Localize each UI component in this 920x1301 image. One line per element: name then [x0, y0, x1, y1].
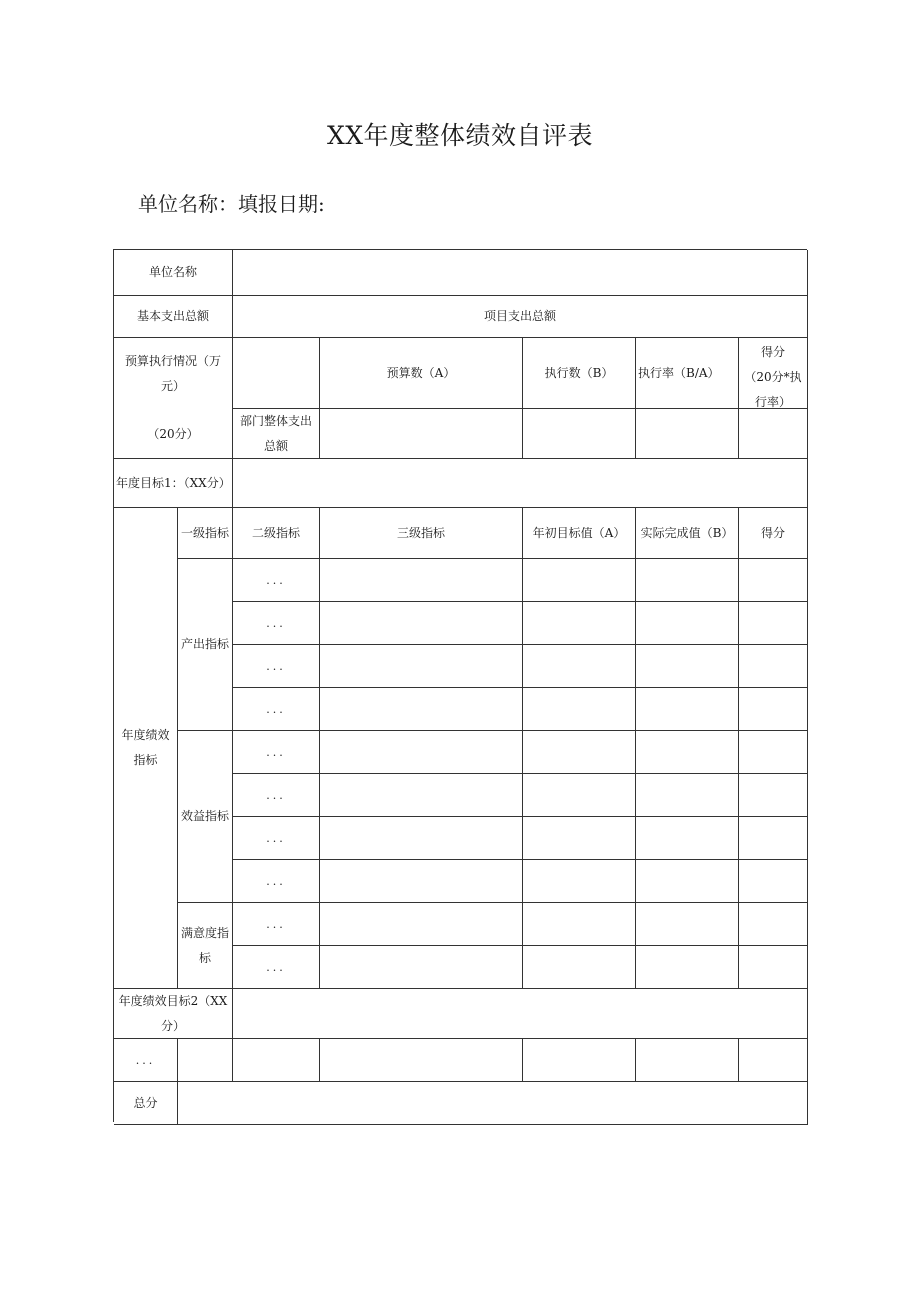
extra-cell[interactable] [523, 1039, 636, 1082]
actual-cell[interactable] [636, 602, 739, 645]
score-cell[interactable] [739, 645, 808, 688]
goal1-value-cell[interactable] [233, 459, 808, 508]
level3-cell[interactable] [320, 645, 523, 688]
level2-item: ... [233, 559, 320, 602]
unit-and-date-line: 单位名称：填报日期: [138, 192, 325, 216]
page-title: XX年度整体绩效自评表 [326, 121, 594, 150]
level2-item: ... [233, 645, 320, 688]
actual-cell[interactable] [636, 946, 739, 989]
target-cell[interactable] [523, 645, 636, 688]
level2-item: ... [233, 688, 320, 731]
level3-header: 三级指标 [320, 508, 523, 559]
exec-b-value-cell[interactable] [523, 409, 636, 459]
score-cell[interactable] [739, 602, 808, 645]
level3-cell[interactable] [320, 903, 523, 946]
actual-cell[interactable] [636, 645, 739, 688]
self-evaluation-table [113, 249, 807, 1122]
level2-item: ... [233, 946, 320, 989]
actual-value-header: 实际完成值（B） [636, 508, 739, 559]
budget-exec-points: （20分） [147, 426, 199, 441]
level2-header: 二级指标 [233, 508, 320, 559]
target-cell[interactable] [523, 731, 636, 774]
annual-perf-label: 年度绩效指标 [114, 508, 178, 989]
goal2-label: 年度绩效目标2（XX分） [114, 989, 233, 1039]
total-score-value-cell[interactable] [178, 1082, 808, 1125]
indicator-score-header: 得分 [739, 508, 808, 559]
exec-rate-value-cell[interactable] [636, 409, 739, 459]
budget-exec-label: 预算执行情况（万元） [124, 354, 221, 394]
score-cell[interactable] [739, 774, 808, 817]
more-rows-ellipsis: ... [114, 1039, 178, 1082]
budget-score-header: 得分 [760, 345, 785, 359]
target-cell[interactable] [523, 903, 636, 946]
score-cell[interactable] [739, 903, 808, 946]
target-cell[interactable] [523, 860, 636, 903]
level3-cell[interactable] [320, 774, 523, 817]
level3-cell[interactable] [320, 817, 523, 860]
level2-item: ... [233, 817, 320, 860]
score-cell[interactable] [739, 860, 808, 903]
score-cell[interactable] [739, 559, 808, 602]
goal1-label: 年度目标1：（XX分） [114, 459, 233, 508]
actual-cell[interactable] [636, 817, 739, 860]
budget-a-header: 预算数（A） [320, 338, 523, 409]
score-cell[interactable] [739, 817, 808, 860]
target-cell[interactable] [523, 602, 636, 645]
budget-score-spacer [739, 338, 808, 409]
score-cell[interactable] [739, 946, 808, 989]
satisfaction-indicator-label: 满意度指标 [178, 903, 233, 989]
extra-cell[interactable] [178, 1039, 233, 1082]
output-indicator-label: 产出指标 [178, 559, 233, 731]
budget-score-formula: （20分*执行率） [744, 370, 802, 409]
extra-cell[interactable] [320, 1039, 523, 1082]
actual-cell[interactable] [636, 559, 739, 602]
exec-b-header: 执行数（B） [523, 338, 636, 409]
dept-total-label: 部门整体支出总额 [233, 409, 320, 459]
budget-row-blank-cell[interactable] [233, 338, 320, 409]
level3-cell[interactable] [320, 688, 523, 731]
target-cell[interactable] [523, 688, 636, 731]
goal2-value-cell[interactable] [233, 989, 808, 1039]
level2-item: ... [233, 731, 320, 774]
actual-cell[interactable] [636, 860, 739, 903]
total-score-label: 总分 [114, 1082, 178, 1125]
level2-item: ... [233, 774, 320, 817]
level2-item: ... [233, 903, 320, 946]
target-cell[interactable] [523, 559, 636, 602]
score-cell[interactable] [739, 688, 808, 731]
level3-cell[interactable] [320, 731, 523, 774]
actual-cell[interactable] [636, 731, 739, 774]
unit-name-value-cell[interactable] [233, 250, 808, 296]
exec-rate-header: 执行率（B/A） [636, 338, 739, 409]
extra-cell[interactable] [739, 1039, 808, 1082]
level2-item: ... [233, 602, 320, 645]
unit-name-label: 单位名称 [114, 250, 233, 296]
level3-cell[interactable] [320, 559, 523, 602]
target-cell[interactable] [523, 946, 636, 989]
budget-score-value-cell[interactable] [739, 409, 808, 459]
level1-header: 一级指标 [178, 508, 233, 559]
actual-cell[interactable] [636, 903, 739, 946]
target-cell[interactable] [523, 817, 636, 860]
initial-target-header: 年初目标值（A） [523, 508, 636, 559]
score-cell[interactable] [739, 731, 808, 774]
budget-exec-cell [114, 338, 233, 459]
basic-expense-label: 基本支出总额 [114, 296, 233, 338]
extra-cell[interactable] [233, 1039, 320, 1082]
budget-a-value-cell[interactable] [320, 409, 523, 459]
actual-cell[interactable] [636, 774, 739, 817]
level3-cell[interactable] [320, 860, 523, 903]
target-cell[interactable] [523, 774, 636, 817]
level3-cell[interactable] [320, 946, 523, 989]
level2-item: ... [233, 860, 320, 903]
benefit-indicator-label: 效益指标 [178, 731, 233, 903]
extra-cell[interactable] [636, 1039, 739, 1082]
level3-cell[interactable] [320, 602, 523, 645]
project-expense-label: 项目支出总额 [233, 296, 808, 338]
actual-cell[interactable] [636, 688, 739, 731]
